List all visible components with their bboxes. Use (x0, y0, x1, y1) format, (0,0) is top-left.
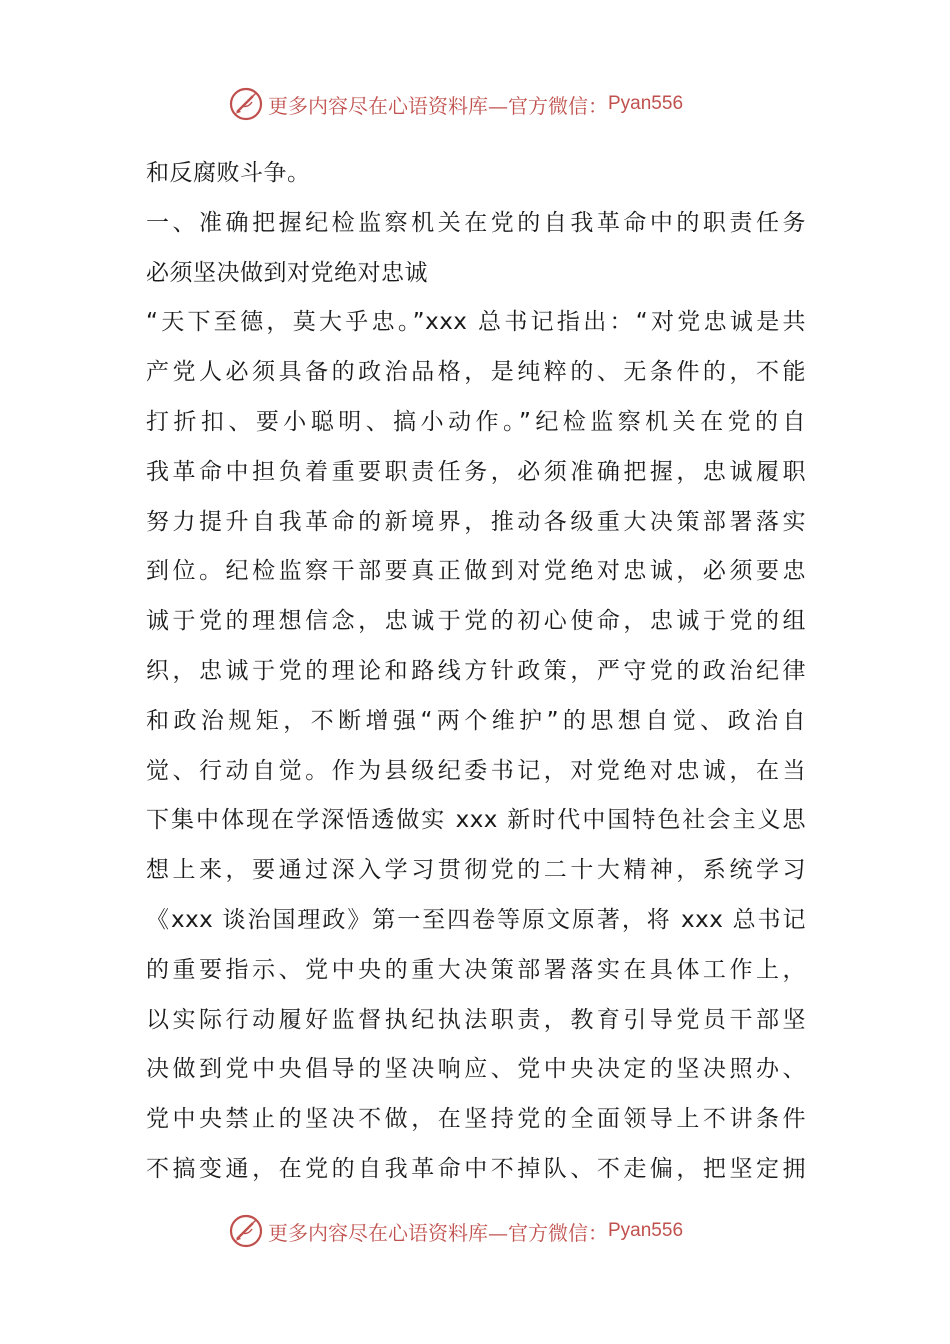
text-line: 想上来，要通过深入学习贯彻党的二十大精神，系统学习 (146, 857, 806, 884)
text-line: 决做到党中央倡导的坚决响应、党中央决定的坚决照办、 (146, 1056, 806, 1083)
text-line: 党中央禁止的坚决不做，在坚持党的全面领导上不讲条件 (146, 1106, 806, 1133)
text-line: 不搞变通，在党的自我革命中不掉队、不走偏，把坚定拥 (146, 1155, 806, 1182)
text-line: 和反腐败斗争。 (146, 160, 311, 186)
text-line: 的重要指示、党中央的重大决策部署落实在具体工作上， (146, 956, 806, 983)
text-line: 我革命中担负着重要职责任务，必须准确把握，忠诚履职 (146, 458, 806, 485)
pen-logo-icon (228, 1213, 264, 1249)
text-line: 产党人必须具备的政治品格，是纯粹的、无条件的，不能 (146, 359, 806, 386)
section-heading-line: 必须坚决做到对党绝对忠诚 (146, 259, 428, 286)
text-line: 打折扣、要小聪明、搞小动作。”纪检监察机关在党的自 (146, 408, 806, 435)
text-line: 和政治规矩，不断增强“两个维护”的思想自觉、政治自 (146, 707, 806, 734)
section-heading-line: 一、准确把握纪检监察机关在党的自我革命中的职责任务 (146, 209, 806, 236)
watermark-text: 更多内容尽在心语资料库—官方微信： (268, 93, 608, 118)
watermark-text: 更多内容尽在心语资料库—官方微信： (268, 1220, 608, 1245)
text-line: 《xxx 谈治国理政》第一至四卷等原文原著，将 xxx 总书记 (146, 906, 806, 933)
text-line: 努力提升自我革命的新境界，推动各级重大决策部署落实 (146, 508, 806, 535)
text-line: 到位。纪检监察干部要真正做到对党绝对忠诚，必须要忠 (146, 558, 806, 585)
document-body (146, 149, 806, 1195)
text-line: “天下至德，莫大乎忠。”xxx 总书记指出：“对党忠诚是共 (146, 309, 806, 336)
watermark-wechat-id: Pyan556 (608, 93, 684, 114)
text-line: 觉、行动自觉。作为县级纪委书记，对党绝对忠诚，在当 (146, 757, 806, 784)
text-line: 下集中体现在学深悟透做实 xxx 新时代中国特色社会主义思 (146, 807, 806, 834)
text-line: 以实际行动履好监督执纪执法职责，教育引导党员干部坚 (146, 1006, 806, 1033)
footer-watermark (228, 1213, 728, 1249)
text-line: 诚于党的理想信念，忠诚于党的初心使命，忠诚于党的组 (146, 608, 806, 635)
text-line: 织，忠诚于党的理论和路线方针政策，严守党的政治纪律 (146, 657, 806, 684)
watermark-wechat-id: Pyan556 (608, 1220, 684, 1241)
header-watermark (228, 86, 728, 122)
pen-logo-icon (228, 86, 264, 122)
